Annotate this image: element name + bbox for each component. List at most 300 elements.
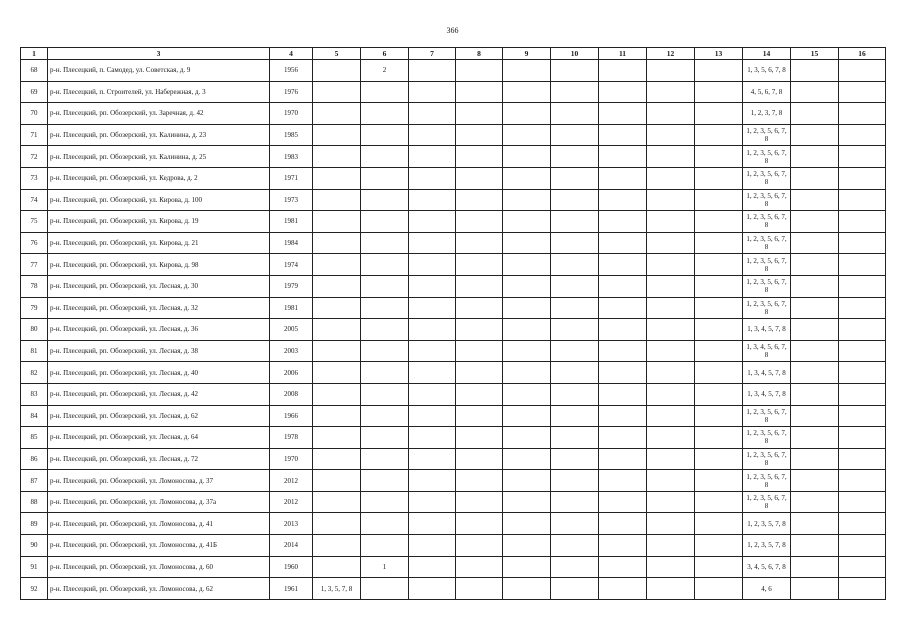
col12-cell <box>647 232 695 254</box>
year-cell: 1981 <box>270 211 313 233</box>
col12-cell <box>647 81 695 103</box>
col10-cell <box>551 232 599 254</box>
column-header-16: 16 <box>839 48 886 60</box>
column-header-7: 7 <box>409 48 456 60</box>
year-cell: 1961 <box>270 578 313 600</box>
row-number: 73 <box>21 167 48 189</box>
row-number: 91 <box>21 556 48 578</box>
address-cell: р-н. Плесецкий, рп. Обозерский, ул. Кирова, д. 21 <box>48 232 270 254</box>
col8-cell <box>456 470 503 492</box>
table-row <box>21 297 886 319</box>
col5-cell <box>313 405 361 427</box>
table-row <box>21 362 886 384</box>
col14-cell: 1, 2, 3, 5, 6, 7, 8 <box>743 211 791 233</box>
col7-cell <box>409 556 456 578</box>
col7-cell <box>409 81 456 103</box>
col11-cell <box>599 513 647 535</box>
col16-cell <box>839 535 886 557</box>
col10-cell <box>551 211 599 233</box>
col5-cell <box>313 81 361 103</box>
table-row <box>21 513 886 535</box>
col9-cell <box>503 535 551 557</box>
col16-cell <box>839 319 886 341</box>
col6-cell <box>361 578 409 600</box>
address-cell: р-н. Плесецкий, рп. Обозерский, ул. Лесная, д. 64 <box>48 427 270 449</box>
col14-cell: 1, 2, 3, 5, 6, 7, 8 <box>743 124 791 146</box>
col15-cell <box>791 535 839 557</box>
col6-cell <box>361 275 409 297</box>
column-header-9: 9 <box>503 48 551 60</box>
col15-cell <box>791 556 839 578</box>
column-header-11: 11 <box>599 48 647 60</box>
col15-cell <box>791 146 839 168</box>
table-row <box>21 167 886 189</box>
col5-cell <box>313 211 361 233</box>
col16-cell <box>839 124 886 146</box>
col16-cell <box>839 103 886 125</box>
col13-cell <box>695 491 743 513</box>
table-row <box>21 535 886 557</box>
col9-cell <box>503 167 551 189</box>
column-header-5: 5 <box>313 48 361 60</box>
col12-cell <box>647 578 695 600</box>
col16-cell <box>839 81 886 103</box>
col7-cell <box>409 319 456 341</box>
col14-cell: 1, 3, 4, 5, 7, 8 <box>743 319 791 341</box>
col8-cell <box>456 535 503 557</box>
table-row <box>21 60 886 82</box>
col15-cell <box>791 383 839 405</box>
col14-cell: 4, 5, 6, 7, 8 <box>743 81 791 103</box>
col12-cell <box>647 535 695 557</box>
col5-cell <box>313 427 361 449</box>
col15-cell <box>791 362 839 384</box>
col16-cell <box>839 383 886 405</box>
col12-cell <box>647 254 695 276</box>
row-number: 83 <box>21 383 48 405</box>
housing-registry-table <box>20 47 886 600</box>
column-header-10: 10 <box>551 48 599 60</box>
col6-cell <box>361 405 409 427</box>
col9-cell <box>503 146 551 168</box>
col5-cell <box>313 513 361 535</box>
col15-cell <box>791 167 839 189</box>
year-cell: 2013 <box>270 513 313 535</box>
col6-cell <box>361 146 409 168</box>
col6-cell: 2 <box>361 60 409 82</box>
col15-cell <box>791 124 839 146</box>
row-number: 69 <box>21 81 48 103</box>
col10-cell <box>551 470 599 492</box>
col8-cell <box>456 211 503 233</box>
col7-cell <box>409 297 456 319</box>
row-number: 77 <box>21 254 48 276</box>
col5-cell <box>313 297 361 319</box>
col13-cell <box>695 556 743 578</box>
col5-cell <box>313 448 361 470</box>
col15-cell <box>791 578 839 600</box>
col8-cell <box>456 448 503 470</box>
col13-cell <box>695 362 743 384</box>
col6-cell <box>361 491 409 513</box>
col7-cell <box>409 578 456 600</box>
col10-cell <box>551 405 599 427</box>
column-header-14: 14 <box>743 48 791 60</box>
col7-cell <box>409 427 456 449</box>
col9-cell <box>503 491 551 513</box>
col8-cell <box>456 556 503 578</box>
col16-cell <box>839 578 886 600</box>
col6-cell <box>361 232 409 254</box>
col5-cell <box>313 167 361 189</box>
table-row <box>21 578 886 600</box>
col14-cell: 1, 3, 4, 5, 7, 8 <box>743 383 791 405</box>
col7-cell <box>409 211 456 233</box>
col14-cell: 1, 2, 3, 7, 8 <box>743 103 791 125</box>
col11-cell <box>599 167 647 189</box>
col5-cell <box>313 319 361 341</box>
col6-cell <box>361 448 409 470</box>
row-number: 89 <box>21 513 48 535</box>
row-number: 76 <box>21 232 48 254</box>
col11-cell <box>599 405 647 427</box>
col14-cell: 1, 2, 3, 5, 6, 7, 8 <box>743 189 791 211</box>
col11-cell <box>599 491 647 513</box>
col8-cell <box>456 167 503 189</box>
col13-cell <box>695 60 743 82</box>
col13-cell <box>695 427 743 449</box>
col16-cell <box>839 232 886 254</box>
col8-cell <box>456 254 503 276</box>
col13-cell <box>695 81 743 103</box>
col7-cell <box>409 232 456 254</box>
col9-cell <box>503 362 551 384</box>
col10-cell <box>551 319 599 341</box>
col11-cell <box>599 427 647 449</box>
col7-cell <box>409 405 456 427</box>
row-number: 74 <box>21 189 48 211</box>
address-cell: р-н. Плесецкий, рп. Обозерский, ул. Калинина, д. 25 <box>48 146 270 168</box>
col7-cell <box>409 124 456 146</box>
col8-cell <box>456 578 503 600</box>
table-row <box>21 124 886 146</box>
col12-cell <box>647 448 695 470</box>
col15-cell <box>791 232 839 254</box>
col6-cell <box>361 189 409 211</box>
column-header-3: 3 <box>48 48 270 60</box>
year-cell: 2008 <box>270 383 313 405</box>
table-row <box>21 81 886 103</box>
table-row <box>21 189 886 211</box>
col7-cell <box>409 362 456 384</box>
col9-cell <box>503 60 551 82</box>
col14-cell: 1, 2, 3, 5, 6, 7, 8 <box>743 470 791 492</box>
address-cell: р-н. Плесецкий, рп. Обозерский, ул. Ломоносова, д. 37 <box>48 470 270 492</box>
col5-cell: 1, 3, 5, 7, 8 <box>313 578 361 600</box>
page-number: 366 <box>446 26 459 35</box>
col10-cell <box>551 167 599 189</box>
col10-cell <box>551 362 599 384</box>
address-cell: р-н. Плесецкий, рп. Обозерский, ул. Ломоносова, д. 60 <box>48 556 270 578</box>
address-cell: р-н. Плесецкий, рп. Обозерский, ул. Ломоносова, д. 41 <box>48 513 270 535</box>
col13-cell <box>695 103 743 125</box>
col14-cell: 1, 2, 3, 5, 6, 7, 8 <box>743 167 791 189</box>
col12-cell <box>647 405 695 427</box>
col6-cell <box>361 319 409 341</box>
col5-cell <box>313 556 361 578</box>
col10-cell <box>551 60 599 82</box>
col13-cell <box>695 383 743 405</box>
address-cell: р-н. Плесецкий, п. Строителей, ул. Набережная, д. 3 <box>48 81 270 103</box>
column-header-6: 6 <box>361 48 409 60</box>
col7-cell <box>409 470 456 492</box>
col15-cell <box>791 81 839 103</box>
col7-cell <box>409 189 456 211</box>
col16-cell <box>839 297 886 319</box>
year-cell: 1979 <box>270 275 313 297</box>
year-cell: 2006 <box>270 362 313 384</box>
col12-cell <box>647 167 695 189</box>
year-cell: 2014 <box>270 535 313 557</box>
col8-cell <box>456 383 503 405</box>
address-cell: р-н. Плесецкий, рп. Обозерский, ул. Кедрова, д. 2 <box>48 167 270 189</box>
year-cell: 1981 <box>270 297 313 319</box>
table-row <box>21 491 886 513</box>
col10-cell <box>551 556 599 578</box>
col15-cell <box>791 275 839 297</box>
col12-cell <box>647 513 695 535</box>
col8-cell <box>456 146 503 168</box>
table-row <box>21 448 886 470</box>
col11-cell <box>599 340 647 362</box>
col12-cell <box>647 297 695 319</box>
col12-cell <box>647 124 695 146</box>
col10-cell <box>551 189 599 211</box>
col8-cell <box>456 319 503 341</box>
col14-cell: 1, 3, 5, 6, 7, 8 <box>743 60 791 82</box>
col10-cell <box>551 275 599 297</box>
col5-cell <box>313 383 361 405</box>
year-cell: 1956 <box>270 60 313 82</box>
col15-cell <box>791 189 839 211</box>
row-number: 90 <box>21 535 48 557</box>
address-cell: р-н. Плесецкий, рп. Обозерский, ул. Лесная, д. 38 <box>48 340 270 362</box>
row-number: 70 <box>21 103 48 125</box>
col7-cell <box>409 60 456 82</box>
row-number: 80 <box>21 319 48 341</box>
col9-cell <box>503 513 551 535</box>
col12-cell <box>647 556 695 578</box>
col9-cell <box>503 470 551 492</box>
col16-cell <box>839 167 886 189</box>
col16-cell <box>839 211 886 233</box>
table-body <box>21 60 886 600</box>
col6-cell <box>361 124 409 146</box>
year-cell: 1985 <box>270 124 313 146</box>
col15-cell <box>791 513 839 535</box>
col5-cell <box>313 232 361 254</box>
col6-cell <box>361 81 409 103</box>
row-number: 71 <box>21 124 48 146</box>
col5-cell <box>313 491 361 513</box>
address-cell: р-н. Плесецкий, рп. Обозерский, ул. Лесная, д. 36 <box>48 319 270 341</box>
col5-cell <box>313 275 361 297</box>
col11-cell <box>599 448 647 470</box>
col7-cell <box>409 513 456 535</box>
col9-cell <box>503 124 551 146</box>
col12-cell <box>647 491 695 513</box>
year-cell: 1978 <box>270 427 313 449</box>
col12-cell <box>647 383 695 405</box>
col10-cell <box>551 513 599 535</box>
col11-cell <box>599 60 647 82</box>
col6-cell <box>361 254 409 276</box>
table-row <box>21 211 886 233</box>
col13-cell <box>695 297 743 319</box>
col5-cell <box>313 189 361 211</box>
row-number: 85 <box>21 427 48 449</box>
col10-cell <box>551 340 599 362</box>
header-row <box>21 48 886 60</box>
col7-cell <box>409 535 456 557</box>
col5-cell <box>313 362 361 384</box>
col9-cell <box>503 427 551 449</box>
col5-cell <box>313 146 361 168</box>
col8-cell <box>456 427 503 449</box>
col12-cell <box>647 470 695 492</box>
col7-cell <box>409 448 456 470</box>
row-number: 88 <box>21 491 48 513</box>
col12-cell <box>647 146 695 168</box>
col8-cell <box>456 340 503 362</box>
col11-cell <box>599 556 647 578</box>
col13-cell <box>695 448 743 470</box>
table-row <box>21 146 886 168</box>
address-cell: р-н. Плесецкий, рп. Обозерский, ул. Кирова, д. 98 <box>48 254 270 276</box>
row-number: 86 <box>21 448 48 470</box>
col7-cell <box>409 383 456 405</box>
year-cell: 2012 <box>270 470 313 492</box>
table-row <box>21 232 886 254</box>
year-cell: 2005 <box>270 319 313 341</box>
address-cell: р-н. Плесецкий, рп. Обозерский, ул. Кирова, д. 100 <box>48 189 270 211</box>
col15-cell <box>791 319 839 341</box>
col15-cell <box>791 405 839 427</box>
col6-cell <box>361 427 409 449</box>
col11-cell <box>599 146 647 168</box>
col9-cell <box>503 297 551 319</box>
row-number: 92 <box>21 578 48 600</box>
table-row <box>21 427 886 449</box>
col13-cell <box>695 146 743 168</box>
table-row <box>21 340 886 362</box>
year-cell: 1973 <box>270 189 313 211</box>
col10-cell <box>551 254 599 276</box>
col14-cell: 1, 2, 3, 5, 6, 7, 8 <box>743 427 791 449</box>
col15-cell <box>791 211 839 233</box>
col16-cell <box>839 362 886 384</box>
col10-cell <box>551 81 599 103</box>
col5-cell <box>313 340 361 362</box>
col8-cell <box>456 60 503 82</box>
year-cell: 2012 <box>270 491 313 513</box>
col5-cell <box>313 103 361 125</box>
col14-cell: 4, 6 <box>743 578 791 600</box>
col16-cell <box>839 60 886 82</box>
col14-cell: 1, 2, 3, 5, 6, 7, 8 <box>743 146 791 168</box>
address-cell: р-н. Плесецкий, рп. Обозерский, ул. Заречная, д. 42 <box>48 103 270 125</box>
col15-cell <box>791 254 839 276</box>
col14-cell: 1, 2, 3, 5, 7, 8 <box>743 535 791 557</box>
col15-cell <box>791 297 839 319</box>
col10-cell <box>551 427 599 449</box>
col8-cell <box>456 491 503 513</box>
column-header-1: 1 <box>21 48 48 60</box>
col16-cell <box>839 146 886 168</box>
col9-cell <box>503 103 551 125</box>
col11-cell <box>599 470 647 492</box>
column-header-13: 13 <box>695 48 743 60</box>
year-cell: 2003 <box>270 340 313 362</box>
year-cell: 1971 <box>270 167 313 189</box>
col15-cell <box>791 470 839 492</box>
col16-cell <box>839 275 886 297</box>
col13-cell <box>695 319 743 341</box>
col16-cell <box>839 405 886 427</box>
col11-cell <box>599 211 647 233</box>
row-number: 82 <box>21 362 48 384</box>
col16-cell <box>839 340 886 362</box>
column-header-12: 12 <box>647 48 695 60</box>
col8-cell <box>456 297 503 319</box>
col16-cell <box>839 513 886 535</box>
col11-cell <box>599 81 647 103</box>
col12-cell <box>647 211 695 233</box>
col7-cell <box>409 254 456 276</box>
col11-cell <box>599 232 647 254</box>
col15-cell <box>791 340 839 362</box>
col12-cell <box>647 340 695 362</box>
col9-cell <box>503 448 551 470</box>
col14-cell: 1, 2, 3, 5, 6, 7, 8 <box>743 448 791 470</box>
col13-cell <box>695 211 743 233</box>
year-cell: 1984 <box>270 232 313 254</box>
row-number: 72 <box>21 146 48 168</box>
col10-cell <box>551 103 599 125</box>
table-row <box>21 556 886 578</box>
col9-cell <box>503 578 551 600</box>
col16-cell <box>839 448 886 470</box>
col15-cell <box>791 427 839 449</box>
col11-cell <box>599 383 647 405</box>
col11-cell <box>599 189 647 211</box>
col10-cell <box>551 535 599 557</box>
col15-cell <box>791 448 839 470</box>
col5-cell <box>313 124 361 146</box>
address-cell: р-н. Плесецкий, рп. Обозерский, ул. Ломоносова, д. 41Б <box>48 535 270 557</box>
table-row <box>21 275 886 297</box>
col8-cell <box>456 513 503 535</box>
col16-cell <box>839 470 886 492</box>
col14-cell: 1, 2, 3, 5, 6, 7, 8 <box>743 232 791 254</box>
col12-cell <box>647 189 695 211</box>
col14-cell: 1, 2, 3, 5, 6, 7, 8 <box>743 297 791 319</box>
col5-cell <box>313 470 361 492</box>
col14-cell: 1, 2, 3, 5, 6, 7, 8 <box>743 254 791 276</box>
address-cell: р-н. Плесецкий, рп. Обозерский, ул. Ломоносова, д. 62 <box>48 578 270 600</box>
table-row <box>21 254 886 276</box>
col10-cell <box>551 448 599 470</box>
